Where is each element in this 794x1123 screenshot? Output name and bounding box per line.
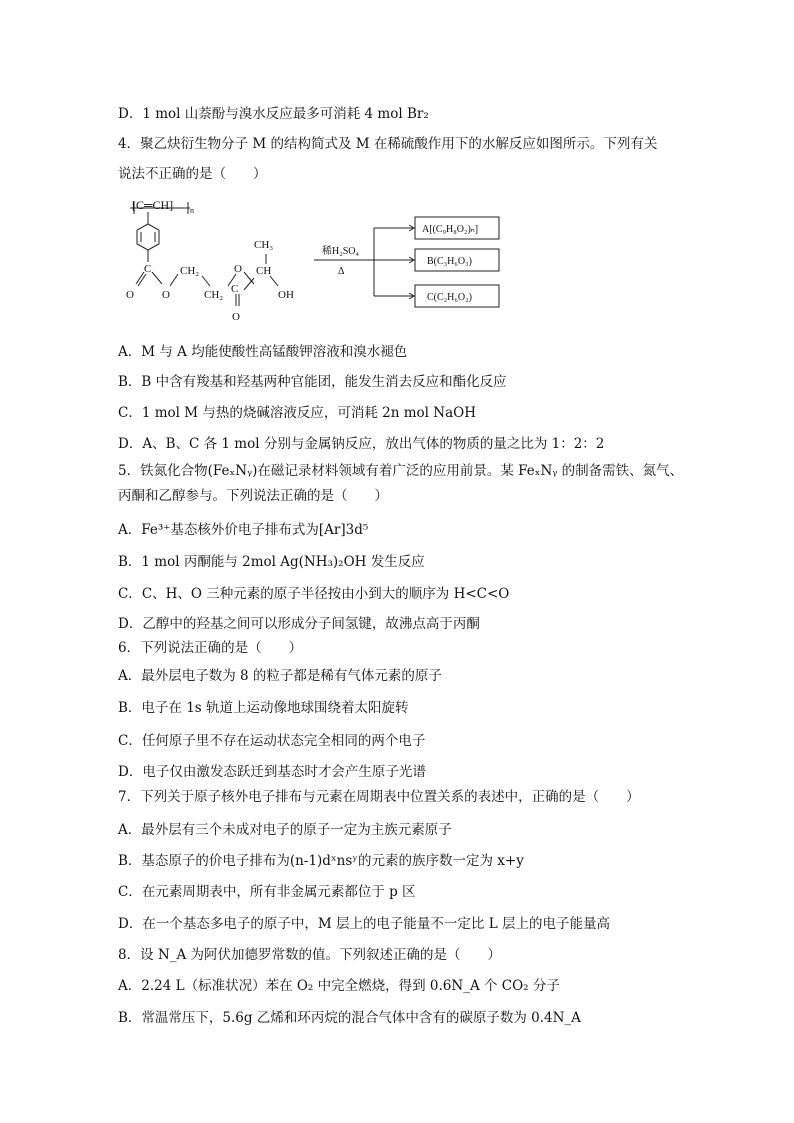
product-c: C(C₂H₆O₂) [427,292,472,303]
q4-stem-line1: 4．聚乙炔衍生物分子 M 的结构简式及 M 在稀硫酸作用下的水解反应如图所示。下列有关 [118,136,658,152]
atom-oh: OH [278,289,294,301]
q5-option-a: A．Fe³⁺基态核外价电子排布式为[Ar]3d⁵ [118,522,369,538]
q7-stem: 7．下列关于原子核外电子排布与元素在周期表中位置关系的表述中，正确的是（ ） [118,789,640,805]
q6-option-a: A．最外层电子数为 8 的粒子都是稀有气体元素的原子 [118,668,442,684]
q5-option-d: D．乙醇中的羟基之间可以形成分子间氢键，故沸点高于丙酮 [118,616,480,632]
q8-option-a: A．2.24 L（标准状况）苯在 O₂ 中完全燃烧，得到 0.6N_A 个 CO₂ 分子 [118,978,560,994]
q4-stem-line2: 说法不正确的是（ ） [118,166,267,182]
q7-option-c: C．在元素周期表中，所有非金属元素都位于 p 区 [118,884,416,900]
condition-label: Δ [338,266,345,277]
q6-option-b: B．电子在 1s 轨道上运动像地球围绕着太阳旋转 [118,700,409,716]
q7-option-d: D．在一个基态多电子的原子中，M 层上的电子能量不一定比 L 层上的电子能量高 [118,916,610,932]
q5-option-c: C．C、H、O 三种元素的原子半径按由小到大的顺序为 H<C<O [118,586,510,602]
atom-o-ether: O [234,263,242,275]
q6-option-d: D．电子仅由激发态跃迁到基态时才会产生原子光谱 [118,764,426,780]
atom-o-double-2: O [232,311,240,323]
q5-stem-line1: 5．铁氮化合物(FeₓNᵧ)在磁记录材料领域有着广泛的应用前景。某 FeₓNᵧ 的制备需铁、氮气、 [118,463,684,479]
atom-ch: CH [256,265,272,277]
atom-ch2-b: CH₂ [204,289,224,301]
atom-ch3: CH₃ [254,239,274,251]
product-box-c [415,285,499,307]
atom-c-ester-2: C [231,283,239,295]
polymer-subscript: n [190,206,194,215]
q5-option-b: B．1 mol 丙酮能与 2mol Ag(NH₃)₂OH 发生反应 [118,554,425,570]
reagent-label: 稀H₂SO₄ [322,246,359,257]
q5-stem-line2: 丙酮和乙醇参与。下列说法正确的是（ ） [118,488,388,504]
product-box-a [415,217,499,239]
q3-option-d: D．1 mol 山萘酚与溴水反应最多可消耗 4 mol Br₂ [118,106,429,122]
q7-option-a: A．最外层有三个未成对电子的原子一定为主族元素原子 [118,822,452,838]
product-b: B(C₃H₆O₃) [427,256,472,267]
q4-option-a: A．M 与 A 均能使酸性高锰酸钾溶液和溴水褪色 [118,344,408,360]
q7-option-b: B．基态原子的价电子排布为(n-1)dˣnsʸ的元素的族序数一定为 x+y [118,853,524,869]
reaction-diagram [118,196,518,332]
product-a: A[(C₉H₈O₂)ₙ] [422,224,479,235]
product-box-b [415,249,499,271]
q6-stem: 6．下列说法正确的是（ ） [118,640,303,656]
q8-option-b: B．常温常压下，5.6g 乙烯和环丙烷的混合气体中含有的碳原子数为 0.4N_A [118,1010,581,1026]
q4-option-c: C．1 mol M 与热的烧碱溶液反应，可消耗 2n mol NaOH [118,405,476,421]
q4-option-b: B．B 中含有羧基和羟基两种官能团，能发生消去反应和酯化反应 [118,374,507,390]
polymer-backbone: [C═CH] [132,198,174,212]
q8-stem: 8．设 N_A 为阿伏加德罗常数的值。下列叙述正确的是（ ） [118,947,501,963]
atom-ch2-a: CH₂ [180,265,200,277]
atom-c-ester: C [144,263,152,275]
q4-option-d: D．A、B、C 各 1 mol 分别与金属钠反应，放出气体的物质的量之比为 1：2：2 [118,436,605,452]
q6-option-c: C．任何原子里不存在运动状态完全相同的两个电子 [118,733,426,749]
atom-o-double-1: O [126,289,134,301]
atom-o-ester-1: O [162,289,170,301]
reaction-arrows [314,225,414,299]
